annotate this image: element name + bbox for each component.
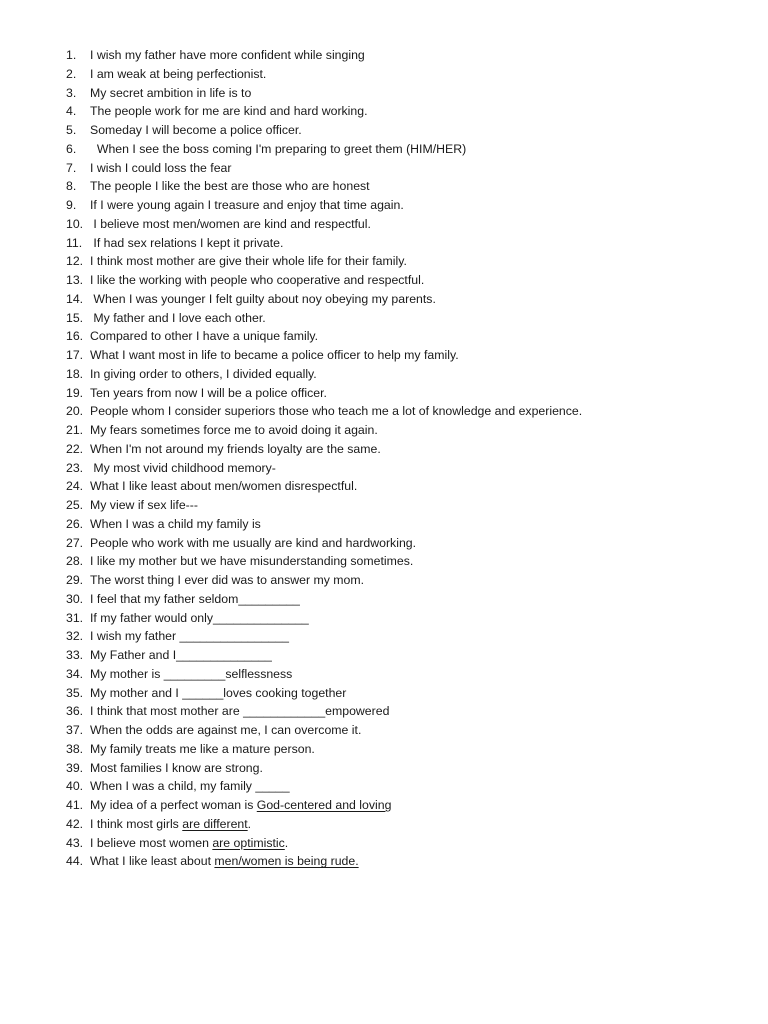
item-number: 8.	[66, 179, 77, 194]
item-text	[90, 271, 424, 290]
item-text	[90, 515, 261, 534]
item-text	[90, 440, 381, 459]
item-number: 38.	[66, 741, 84, 756]
list-item	[66, 121, 582, 140]
text-segment: Ten years from now I will be a police officer.	[90, 385, 327, 400]
item-number: 17.	[66, 348, 84, 362]
text-segment: When I'm not around my friends loyalty are the same.	[90, 441, 381, 456]
item-text	[90, 721, 361, 740]
text-segment: Compared to other I have a unique family.	[90, 329, 319, 344]
list-item	[66, 290, 582, 309]
item-text	[90, 121, 302, 140]
list-item	[66, 65, 582, 84]
item-text	[90, 759, 263, 778]
text-segment: My Father and I______________	[90, 648, 272, 662]
list-item	[66, 271, 582, 290]
list-item	[66, 252, 582, 271]
text-segment: My most vivid childhood memory-	[90, 460, 276, 475]
underlined-answer: men/women is being rude.	[214, 854, 359, 869]
list-item	[66, 402, 582, 421]
item-number: 2.	[66, 66, 77, 81]
text-segment: I wish my father have more confident while singing	[90, 48, 365, 62]
item-text	[90, 46, 365, 65]
item-number: 31.	[66, 610, 84, 625]
text-segment: People who work with me usually are kind and hardworking.	[90, 535, 417, 550]
underlined-answer: God-centered and loving	[256, 798, 392, 812]
item-number: 13.	[66, 273, 84, 287]
list-item	[66, 159, 582, 178]
item-text	[90, 159, 231, 178]
list-item	[66, 571, 582, 590]
item-text	[90, 421, 378, 440]
item-text	[90, 65, 266, 84]
item-number: 29.	[66, 573, 84, 587]
item-text	[90, 684, 346, 703]
list-item	[66, 552, 582, 571]
item-text	[90, 402, 582, 421]
text-segment: I think most girls	[90, 816, 183, 831]
item-number: 43.	[66, 835, 84, 850]
item-number: 4.	[66, 104, 77, 119]
list-item	[66, 440, 582, 459]
text-segment: When I was younger I felt guilty about noy obeying my parents.	[90, 291, 436, 306]
text-segment: What I want most in life to became a police officer to help my family.	[90, 348, 459, 362]
text-segment: When I see the boss coming I'm preparing to greet them (HIM/HER)	[90, 141, 467, 156]
list-item	[66, 777, 582, 796]
item-number: 30.	[66, 591, 84, 606]
item-number: 21.	[66, 423, 84, 437]
text-segment: I think that most mother are ____________empowered	[90, 704, 390, 719]
text-segment: When I was a child, my family _____	[90, 779, 290, 794]
item-number: 34.	[66, 666, 84, 681]
text-segment: .	[284, 835, 289, 850]
text-segment: I like the working with people who cooperative and respectful.	[90, 273, 425, 287]
text-segment: Someday I will become a police officer.	[90, 123, 302, 137]
item-text	[90, 665, 292, 684]
item-number: 33.	[66, 648, 84, 662]
item-text	[90, 852, 359, 871]
list-item	[66, 477, 582, 496]
text-segment: I like my mother but we have misunderstanding sometimes.	[90, 554, 414, 569]
text-segment: I am weak at being perfectionist.	[90, 66, 267, 81]
text-segment: .	[247, 816, 252, 831]
underlined-answer: are optimistic	[212, 835, 285, 850]
item-text	[90, 234, 283, 253]
text-segment: Most families I know are strong.	[90, 760, 263, 775]
item-number: 41.	[66, 798, 84, 812]
list-item	[66, 646, 582, 665]
text-segment: The people I like the best are those who are honest	[90, 179, 370, 194]
list-item	[66, 327, 582, 346]
list-item	[66, 590, 582, 609]
text-segment: My secret ambition in life is to	[90, 85, 252, 100]
item-text	[90, 309, 266, 328]
item-number: 25.	[66, 498, 84, 512]
text-segment: My idea of a perfect woman is	[90, 798, 257, 812]
item-number: 10.	[66, 216, 84, 231]
item-number: 37.	[66, 723, 84, 737]
list-item	[66, 102, 582, 121]
item-number: 5.	[66, 123, 77, 137]
item-number: 42.	[66, 816, 84, 831]
item-text	[90, 177, 370, 196]
item-number: 35.	[66, 685, 84, 700]
list-item	[66, 609, 582, 628]
item-text	[90, 346, 459, 365]
item-number: 44.	[66, 854, 84, 869]
item-number: 39.	[66, 760, 84, 775]
text-segment: When the odds are against me, I can overcome it.	[90, 723, 362, 737]
list-item	[66, 534, 582, 553]
item-number: 23.	[66, 460, 84, 475]
list-item	[66, 815, 582, 834]
list-item	[66, 46, 582, 65]
item-text	[90, 702, 389, 721]
item-text	[90, 196, 404, 215]
item-text	[90, 834, 288, 853]
item-number: 40.	[66, 779, 84, 794]
text-segment: My view if sex life---	[90, 498, 198, 512]
list-item	[66, 196, 582, 215]
text-segment: I feel that my father seldom_________	[90, 591, 300, 606]
list-item	[66, 459, 582, 478]
item-text	[90, 646, 272, 665]
item-text	[90, 215, 371, 234]
item-number: 14.	[66, 291, 84, 306]
item-text	[90, 815, 251, 834]
item-text	[90, 290, 436, 309]
list-item	[66, 346, 582, 365]
list-item	[66, 84, 582, 103]
list-item	[66, 702, 582, 721]
item-number: 36.	[66, 704, 84, 719]
item-number: 32.	[66, 629, 84, 644]
item-number: 20.	[66, 404, 84, 419]
item-number: 22.	[66, 441, 84, 456]
item-text	[90, 796, 391, 815]
text-segment: What I like least about men/women disrespectful.	[90, 479, 358, 494]
item-text	[90, 384, 327, 403]
item-text	[90, 140, 466, 159]
list-item	[66, 177, 582, 196]
list-item	[66, 796, 582, 815]
item-number: 11.	[66, 235, 83, 250]
item-text	[90, 590, 300, 609]
item-text	[90, 609, 309, 628]
text-segment: What I like least about	[90, 854, 215, 869]
list-item	[66, 234, 582, 253]
text-segment: If had sex relations I kept it private.	[90, 235, 284, 250]
item-text	[90, 327, 318, 346]
item-text	[90, 252, 407, 271]
list-item	[66, 852, 582, 871]
text-segment: My father and I love each other.	[90, 310, 266, 325]
item-text	[90, 477, 357, 496]
text-segment: The people work for me are kind and hard working.	[90, 104, 368, 119]
item-text	[90, 777, 290, 796]
item-number: 19.	[66, 385, 84, 400]
item-number: 7.	[66, 160, 77, 175]
list-item	[66, 834, 582, 853]
list-item	[66, 140, 582, 159]
text-segment: I wish my father ________________	[90, 629, 289, 644]
item-number: 6.	[66, 141, 77, 156]
item-text	[90, 102, 368, 121]
item-text	[90, 459, 276, 478]
list-item	[66, 384, 582, 403]
list-item	[66, 740, 582, 759]
list-item	[66, 309, 582, 328]
item-text	[90, 365, 317, 384]
item-number: 18.	[66, 366, 84, 381]
item-number: 16.	[66, 329, 84, 344]
underlined-answer: are different	[182, 816, 248, 831]
text-segment: People whom I consider superiors those who teach me a lot of knowledge and experience.	[90, 404, 583, 419]
list-item	[66, 665, 582, 684]
text-segment: My fears sometimes force me to avoid doing it again.	[90, 423, 378, 437]
list-item	[66, 684, 582, 703]
text-segment: I believe most men/women are kind and respectful.	[90, 216, 371, 231]
text-segment: If my father would only______________	[90, 610, 309, 625]
sentence-completion-list	[66, 46, 582, 871]
item-number: 26.	[66, 516, 84, 531]
item-number: 3.	[66, 85, 77, 100]
text-segment: I wish I could loss the fear	[90, 160, 232, 175]
text-segment: My family treats me like a mature person.	[90, 741, 315, 756]
item-text	[90, 552, 413, 571]
item-text	[90, 84, 251, 103]
text-segment: If I were young again I treasure and enjoy that time again.	[90, 198, 404, 212]
item-text	[90, 571, 364, 590]
text-segment: In giving order to others, I divided equally.	[90, 366, 317, 381]
text-segment: When I was a child my family is	[90, 516, 261, 531]
list-item	[66, 759, 582, 778]
list-item	[66, 627, 582, 646]
list-item	[66, 515, 582, 534]
item-number: 24.	[66, 479, 84, 494]
list-item	[66, 721, 582, 740]
item-number: 27.	[66, 535, 84, 550]
item-number: 12.	[66, 254, 84, 269]
text-segment: I think most mother are give their whole life for their family.	[90, 254, 407, 269]
list-item	[66, 215, 582, 234]
item-number: 28.	[66, 554, 84, 569]
item-number: 9.	[66, 198, 77, 212]
item-number: 15.	[66, 310, 84, 325]
item-text	[90, 534, 416, 553]
item-number: 1.	[66, 48, 77, 62]
list-item	[66, 496, 582, 515]
list-item	[66, 421, 582, 440]
text-segment: The worst thing I ever did was to answer my mom.	[90, 573, 365, 587]
item-text	[90, 740, 315, 759]
text-segment: My mother is _________selflessness	[90, 666, 293, 681]
list-item	[66, 365, 582, 384]
text-segment: My mother and I ______loves cooking together	[90, 685, 347, 700]
text-segment: I believe most women	[90, 835, 213, 850]
item-text	[90, 627, 289, 646]
item-text	[90, 496, 198, 515]
